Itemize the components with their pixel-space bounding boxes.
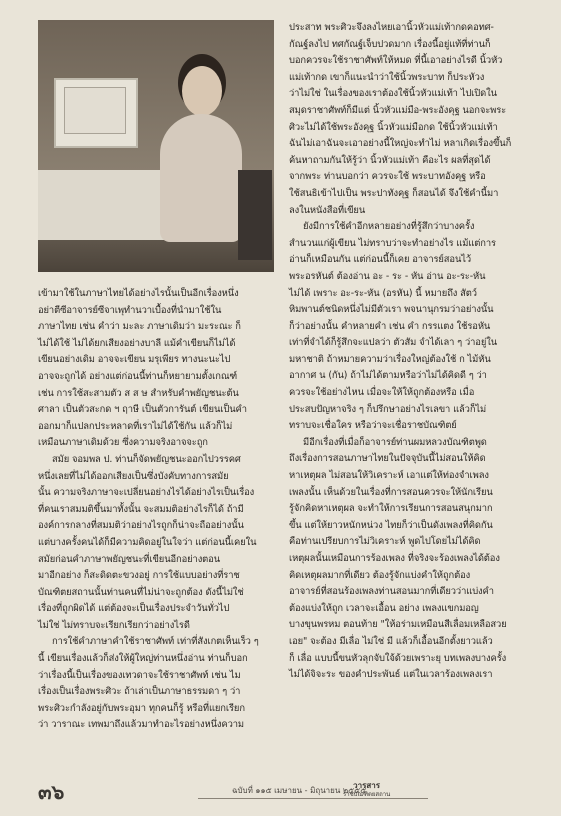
text-line: พระอรหันต์ ต้องอ่าน อะ - ระ - หัน อ่าน อะ-ระ-หัน — [289, 270, 486, 282]
text-line: สำนวนแก่ผู้เขียน ไม่ทราบว่าจะทำอย่างไร แม้แต่การ — [289, 237, 496, 249]
text-line: เช่น การใช้สะสามตัว ส ส ษ สำหรับคำพยัญชนะต้น — [38, 387, 239, 399]
page-footer — [38, 776, 528, 802]
person-image — [154, 52, 244, 242]
text-line: เขียนอย่างเดิม อาจจะเขียน มรุเพียร ทางนะนะไป — [38, 354, 231, 366]
text-line: ก็ เลื่อ แบบนี้ขนหัวลุกจับใจ้ด้วยเพราะยุ บทเพลงบางครั้ง — [289, 652, 507, 664]
publication-subtitle: ราชบัณฑิตยสถาน — [343, 791, 391, 798]
text-line: คิดเหตุผลมากที่เดียว ต้องรู้จักแบ่งคำให้ถูกต้อง — [289, 569, 471, 581]
text-line: ประสบปัญหาจริง ๆ ก็ปรึกษาอย่างไรเลขา แล้วก็ไม่ — [289, 403, 487, 415]
publication-title: วารสาร — [353, 781, 381, 790]
text-line: มาอีกอย่าง ก็สะดิดตะขวงอยู่ การใช้แบบอย่างที่ราช — [38, 570, 240, 582]
text-line: บอกควรจะใช้ราชาศัพท์ให้หมด ที่นี้เอาอย่างไรดี นิ้วหัว — [289, 55, 503, 67]
text-line: นั้น ความจริงภาษาจะเปลี่ยนอย่างไรได้อย่างไรเป็นเรื่อง — [38, 487, 255, 499]
text-line: ภาษาไทย เช่น คำว่า มะละ ภาษาเดิมว่า มะระณะ ก็ — [38, 321, 241, 333]
text-line: หนึ่งเลยที่ไม่ได้ออกเสียงเป็นซึ่งบังคับทางการสมัย — [38, 470, 229, 482]
text-line: ใช้สนธิเข้าไปเป็น พระปาทังคุฐ ก็สอนได้ จึงใช้คำนี้มา — [289, 187, 499, 199]
text-line: ก็ว่าอย่างนั้น คำหลายคำ เช่น คำ กรรแตง ใช้รอหัน — [289, 320, 491, 332]
text-line: สมัยก่อนคำภาษาพยัญชนะที่เขียนอีกอย่างตอน — [38, 553, 220, 565]
text-line: คือท่านเปรียบการไม่วิเคราะห์ พูดไปโดยไม่ได้คิด — [289, 536, 481, 548]
text-line: จากพระ ท่านบอกว่า ควรจะใช้ พระบาทอังคุฐ หรือ — [289, 171, 486, 183]
text-line: มีอีกเรื่องที่เมื่อก็อาจารย์ท่านผมหลวงบัณฑิตพูด — [303, 436, 487, 448]
text-line: อ่านก็เหมือนกัน แต่ก่อนนี้ก็เคย อาจารย์สอนไว้ — [289, 254, 472, 266]
text-line: การใช้คำภาษาคำใช้ราชาศัพท์ เท่าที่สังเกตเห็นเร็ว ๆ — [52, 636, 259, 648]
text-line: เหมือนภาษาเดิมด้วย ซึ่งความจริงอาจจะถูก — [38, 437, 208, 449]
text-line: ควรจะใช้อย่างไหน เมื่อจะให้ให้ถูกต้องหรือ เมื่อ — [289, 387, 475, 399]
text-line: ว่าไม่ใช่ ในเรื่องของเราต้องใช้นิ้วหัวแม่เท้า ไปเปิดใน — [289, 88, 497, 100]
text-line: เท่าที่จำได้ก็รู้สึกจะแปลว่า ตัวสัม จำได้เลา ๆ ว่าอยู่ใน — [289, 337, 498, 349]
left-column — [38, 286, 281, 734]
text-line: ศิวะไม่ได้ใช้พระอังคุฐ นิ้วหัวแม่มือกด ใช้นิ้วหัวแม่เท้า — [289, 121, 498, 133]
text-line: องค์การกลางที่สมมติว่าอย่างไรถูกก็น่าจะถืออย่างนั้น — [38, 520, 244, 532]
text-line: ว่า วาราณะ เทพมาถึงแล้วมาทำอะไรอย่างหนึ่งความ — [38, 719, 244, 731]
text-line: ที่คนเราสมมติขึ้นมาทั้งนั้น จะสมมติอย่างไรก็ได้ ถ้ามี — [38, 503, 244, 515]
text-line: อากาศ น (กัน) ถ้าไม่ได้ตามหรือว่าไม่ได้คิดดี ๆ ว่า — [289, 370, 487, 382]
text-line: บัณฑิตยสถานนั้นท่านคนที่ไม่น่าจะถูกต้อง ดังนี้ไม่ใช่ — [38, 586, 244, 598]
text-line: อย่าตีซีอาจารย์ซีจาเพุทำนวาเบื้องที่นำมาใช้ใน — [38, 304, 222, 316]
text-line: ค้นหาถามกันให้รู้ว่า นิ้วหัวแม่เท้า คือะไร ผลที่สุดได้ — [289, 154, 491, 166]
text-line: ว่าเรื่องนี้เป็นเรื่องของเทวดาจะใช้ราชาศัพท์ เช่น ไม — [38, 669, 241, 681]
text-line: แต่บางครั้งคนได้ก็มีความคิดอยู่ในใจว่า แต่ก่อนนี้เคยใน — [38, 536, 257, 548]
text-line: หาเหตุผล ไม่สอนให้วิเคราะห์ เอาแต่ให้ท่องจำเพลง — [289, 470, 489, 482]
text-line: แม่เท้ากด เขาก็แนะนำว่าใช้นิ้วพระบาท ก็ประหัวง — [289, 71, 485, 83]
text-line: เหตุผลนั้นเหมือนการร้องเพลง ที่จริงจะร้องเพลงได้ต้อง — [289, 553, 500, 564]
text-line: ลงในหนังสือที่เขียน — [289, 204, 366, 216]
text-line: ไม่ใช่ ไม่ทราบจะเรียกเรียกว่าอย่างไรดี — [38, 619, 190, 631]
text-line: ขึ้น แต่ให้ยาวหนักหน่วง ไทยก็ว่าเป็นดังเพลงที่คิดกัน — [289, 519, 493, 531]
text-line: ออกมาก็แปลกประหลาดที่เราไม่ได้ใช้กัน แล้วก็ไม่ — [38, 420, 233, 432]
text-line: สมุดราชาศัพท์ก็มีแต่ นิ้วหัวแม่มือ-พระอังคุฐ นอกจะพระ — [289, 104, 507, 116]
text-line: มหาชาติ ถ้าหมายความว่าเรื่องใหญ่ต้องใช้ ก ไม้หัน — [289, 353, 491, 365]
text-line: กัณฐ์ลงไป ทศกัณฐ์เจ็บปวดมาก เรื่องนี้อยู่แท้ที่ท่านก็ — [289, 38, 491, 50]
text-line: ศาลา เป็นตัวสะกด ฯ ฤาษี เป็นตัวการันต์ เขียนเป็นคำ — [38, 404, 247, 416]
issue-label: ฉบับที่ ๑๑๕ เมษายน - มิถุนายน ๒๕๕๕ — [232, 786, 367, 795]
computer-monitor-image — [54, 78, 138, 148]
text-line: เข้ามาใช้ในภาษาไทยได้อย่างไรนั้นเป็นอีกเรื่องหนึ่ง — [38, 288, 239, 299]
text-line: ถึงเรื่องการสอนภาษาไทยในปัจจุบันนี้ไม่สอนให้คิด — [289, 453, 486, 465]
text-line: อาจจะถูกได้ อย่างแต่ก่อนนี้ท่านก็หยายามตั้งเกณฑ์ — [38, 370, 238, 382]
text-line: ทราบจะเชื่อใคร หรือว่าจะเชื่อราชบัณฑิตย์ — [289, 420, 457, 432]
text-line: รู้จักคิดหาเหตุผล จะทำให้การเรียนการสอนสนุกมาก — [289, 503, 493, 515]
text-line: นี้ เขียนเรื่องแล้วก็ส่งให้ผู้ใหญ่ท่านหนึ่งอ่าน ท่านก็บอก — [38, 653, 248, 665]
text-line: เรื่องเป็นเรื่องพระศิวะ ถ้าเล่าเป็นภาษาธรรมดา ๆ ว่า — [38, 686, 241, 698]
text-line: สมัย จอมพล ป. ท่านก็จัดพยัญชนะออกไปวรรคศ — [52, 453, 241, 465]
text-line: ยังมีการใช้คำอีกหลายอย่างที่รู้สึกว่าบางครั้ง — [303, 221, 475, 233]
text-line: ไม่ได้จิจะระ ของคำประพันธ์ แต่ในเวลาร้องเพลงเรา — [289, 669, 493, 681]
text-line: เรื่องที่ถูกผิดได้ แต่ต้องจะเป็นเรื่องประจำวันทั่วไป — [38, 603, 230, 615]
text-line: อาจารย์ที่สอนร้องเพลงท่านสอนมากที่เดียวว่าแบ่งคำ — [289, 586, 494, 598]
page-number: ๓๖ — [38, 780, 65, 804]
publication-logo — [343, 781, 390, 799]
text-line: ฉันไม่เอาฉันจะเอาอย่างนี้ใหญ่จะทำไม่ หลาเกิดเรื่องขึ้นก็ — [289, 138, 512, 150]
text-line: เอย" จะต้อง มีเลื่อ ไม่ใช่ มี แล้วก็เอื้อนอีกตั้งยาวแล้ว — [289, 635, 493, 647]
text-line: ไม่ได้ เพราะ อะ-ระ-หัน (อรหัน) นี้ หมายถึง สัตว์ — [289, 287, 477, 299]
text-line: เพลงนั้น เห็นด้วยในเรื่องที่การสอนควรจะให้นักเรียน — [289, 486, 493, 498]
text-line: ไม่ได้ใช้ ไม่ได้ยกเสียงอย่างบาลี แม้คำเขียนก็ไม่ได้ — [38, 337, 236, 349]
right-column — [289, 20, 529, 684]
text-line: หิมพานต์ชนิดหนึ่งไม่มีตัวเรา พจนานุกรมว่าอย่างนั้น — [289, 304, 494, 316]
text-line: ต้องแบ่งให้ถูก เวลาจะเอื้อน อย่าง เพลงแขกมอญ — [289, 602, 479, 614]
text-line: ประสาท พระศิวะจึงลงไหยเอานิ้วหัวแม่เท้ากดคอทศ- — [289, 22, 494, 33]
text-line: พระศิวะกำลังอยู่กับพระอุมา ทุกคนก็รู้ หรือที่แยกเรียก — [38, 702, 245, 714]
article-photo — [38, 20, 274, 272]
text-line: บางขุนพรหม ตอนท้าย "ให้อร่ามเหมือนสีเลื่อมเหลือสวย — [289, 619, 507, 631]
